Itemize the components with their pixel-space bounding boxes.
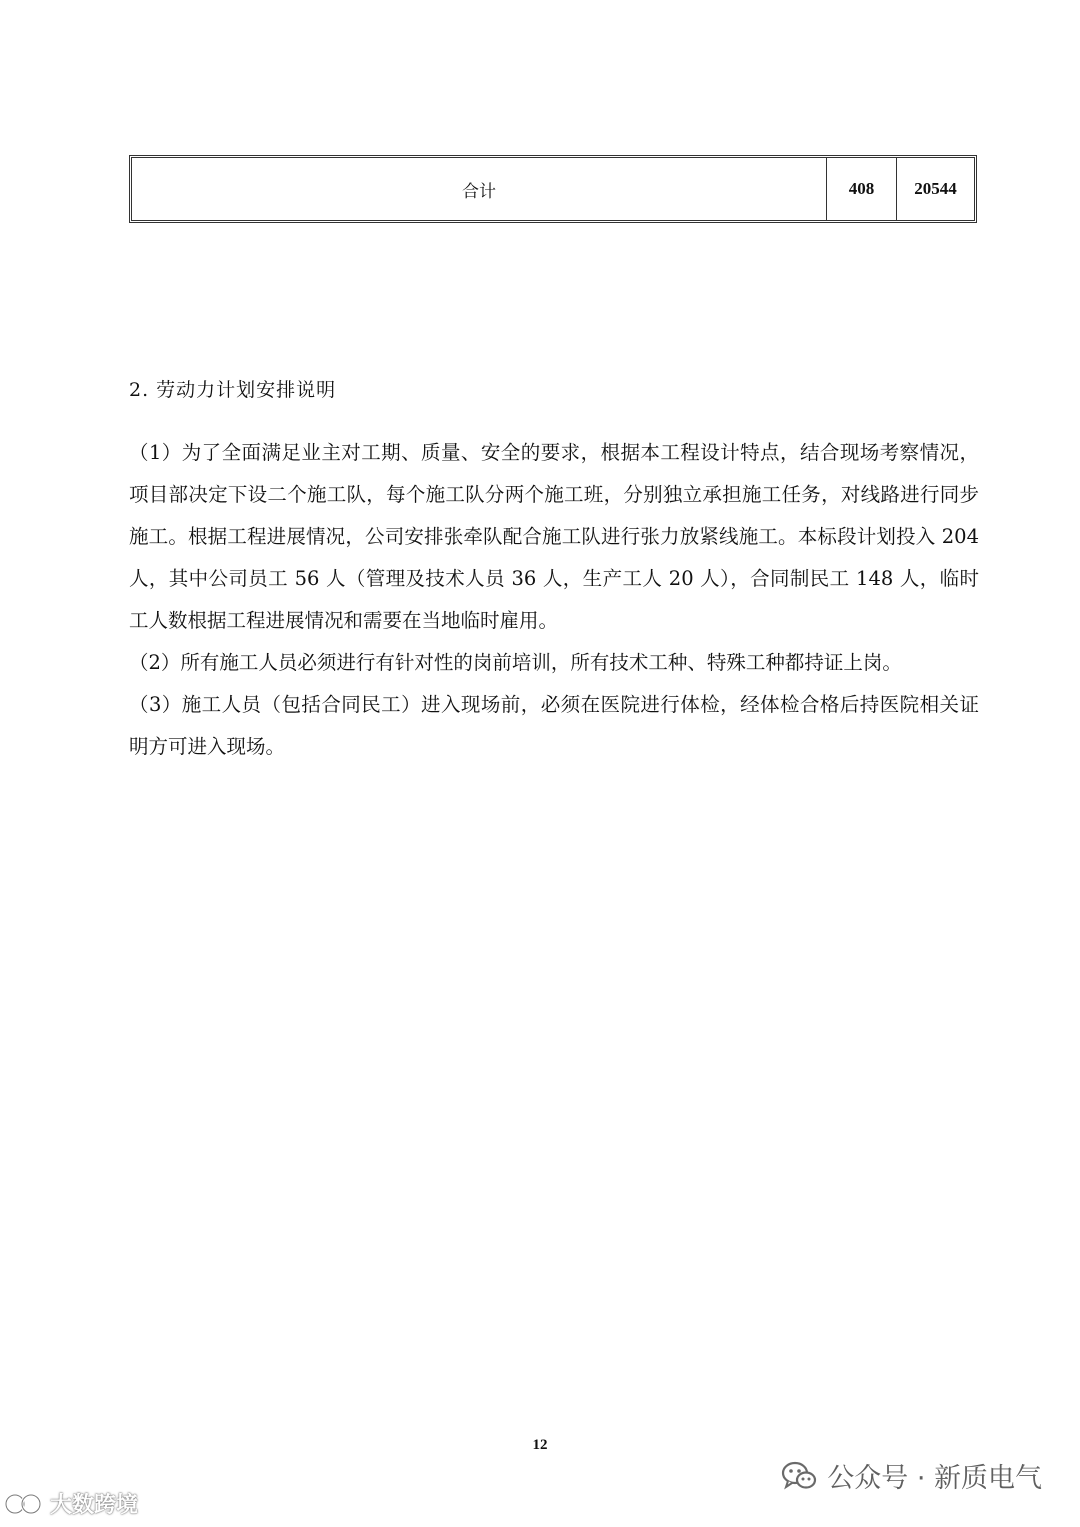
- logo-watermark: [4, 1488, 138, 1519]
- paragraph-2: （2）所有施工人员必须进行有针对性的岗前培训，所有技术工种、特殊工种都持证上岗。: [129, 651, 902, 674]
- account-watermark-text: 公众号 · 新质电气: [827, 1463, 1042, 1494]
- paragraph-3: （3）施工人员（包括合同民工）进入现场前，必须在医院进行体检，经体检合格后持医院相关证明方可进入现场。: [129, 693, 979, 758]
- account-watermark: [781, 1456, 1042, 1495]
- wechat-icon: [781, 1461, 817, 1491]
- section-heading: 2. 劳动力计划安排说明: [129, 379, 337, 401]
- page-number: 12: [532, 1437, 548, 1453]
- summary-table: [129, 155, 977, 223]
- paragraph-1: （1）为了全面满足业主对工期、质量、安全的要求，根据本工程设计特点，结合现场考察情况，项目部决定下设二个施工队，每个施工队分两个施工班，分别独立承担施工任务，对线路进行同步施工。根据工程进展情况，公司安排张牵队配合施工队进行张力放紧线施工。本标段计划投入 204 人，其中公司员工 56 人（管理及技术人员 36 人，生产工人 20 人），合同制民工 148 人，临时工人数根据工程进展情况和需要在当地临时雇用。: [129, 441, 979, 632]
- total-value-2: 20544: [914, 179, 957, 198]
- dashu-logo-icon: [4, 1491, 46, 1517]
- total-value-1: 408: [826, 158, 897, 220]
- logo-watermark-text: 大数跨境: [50, 1493, 139, 1518]
- total-label: 合计: [462, 181, 496, 202]
- section-body: [129, 432, 979, 768]
